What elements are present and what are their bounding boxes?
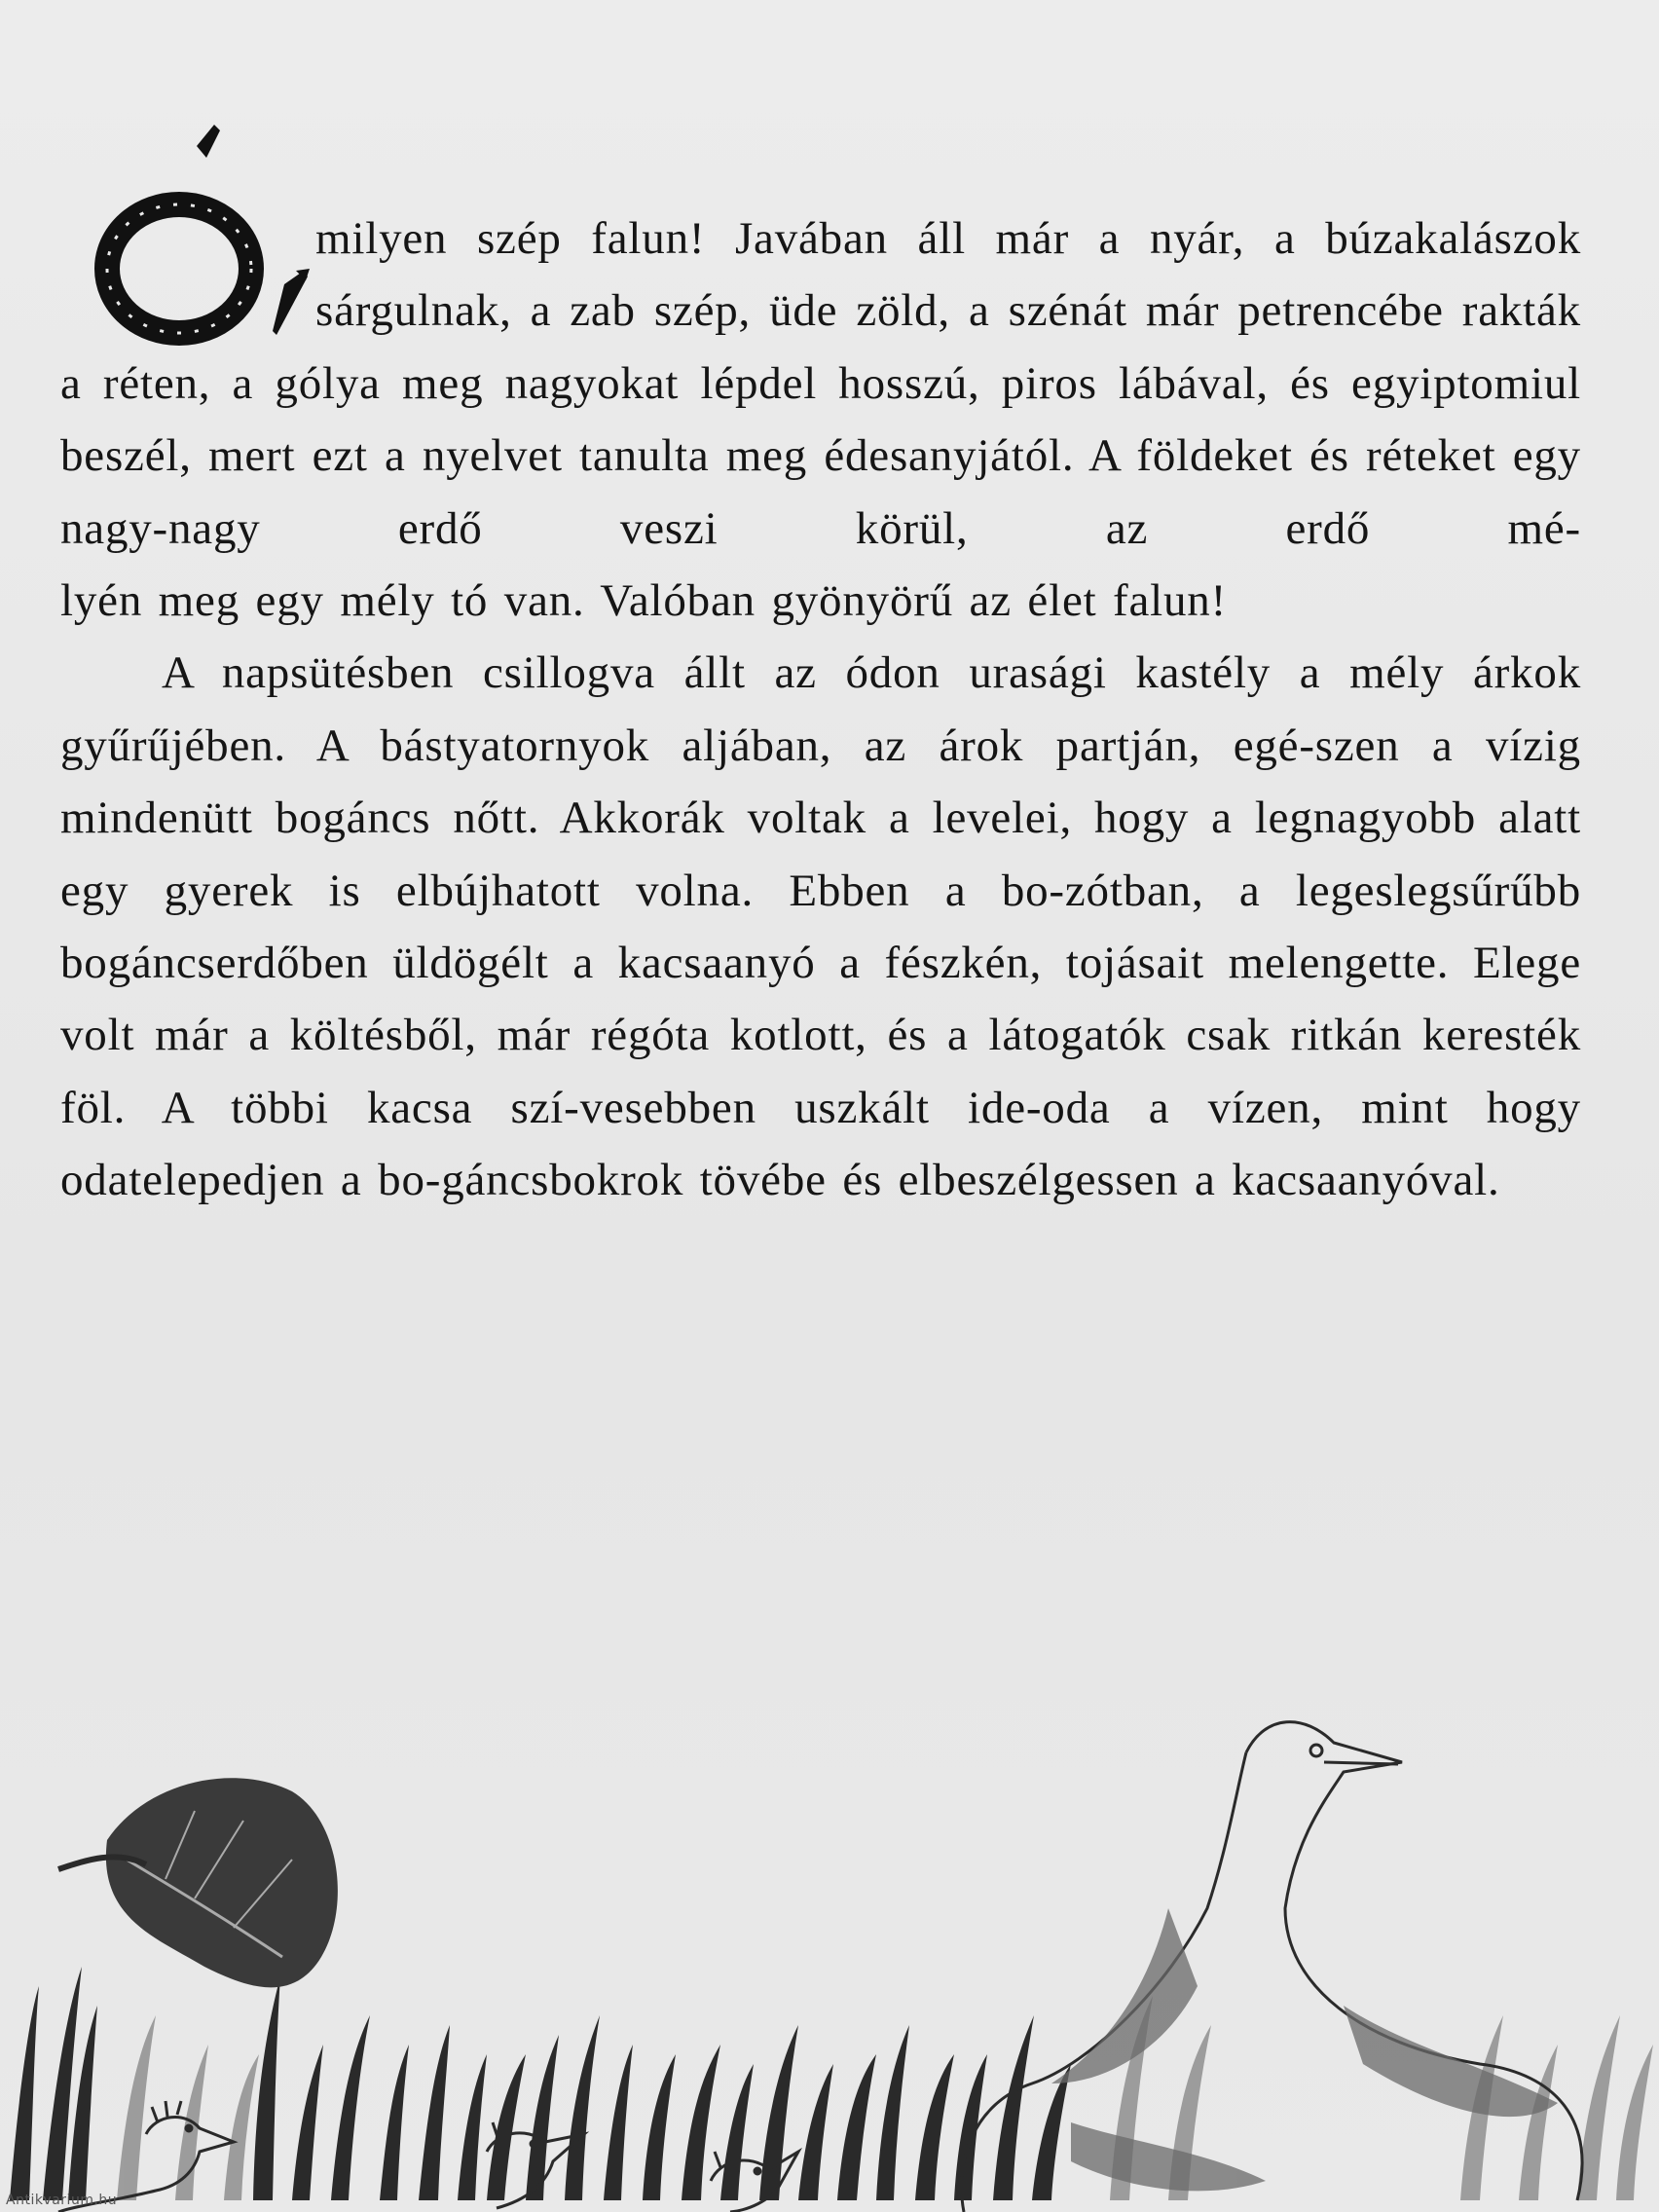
dropcap-o-acute	[51, 125, 315, 347]
grass-left	[10, 1967, 1071, 2200]
burdock-leaf	[58, 1778, 338, 1987]
paragraph-2: A napsütésben csillogva állt az ódon urasági kastély a mély árkok gyűrűjében. A bástyatornyok aljában, az árok partján, egé-szen a vízig mindenütt bogáncs nőtt. Akkorák voltak a levelei, hogy a legnagyobb alatt egy gyerek is elbújhatott volna. Ebben a bo-zótban, a legeslegsűrűbb bogáncserdőben üldögélt a kacsaanyó a fészkén, tojásait melengette. Elege volt már a költésből, már régóta kotlott, és a látogatók csak ritkán keresték föl. A többi kacsa szí-vesebben uszkált ide-oda a vízen, mint hogy odatelepedjen a bo-gáncsbokrok tövébe és elbeszélgessen a kacsaanyóval.	[60, 647, 1581, 1206]
watermark: Antikvarium.hu	[6, 2193, 118, 2208]
story-text	[60, 203, 1581, 1217]
goose-and-ducklings-illustration	[0, 1694, 1659, 2212]
paragraph-1-last-line: lyén meg egy mély tó van. Valóban gyönyörű az élet falun!	[60, 575, 1228, 627]
paragraph-1	[60, 203, 1581, 637]
paragraph-1-lead: milyen szép falun! Javában áll már a nyár, a búzakalászok sárgulnak, a zab szép, üde zöld, a szénát már petrencébe rakták a réten, a gólya meg nagyokat lépdel hosszú, piros lábával, és egyiptomiul beszél, mert ezt a nyelvet tanulta meg édesanyjától. A földeket és réteket egy nagy-nagy erdő veszi körül, az erdő mé-	[60, 213, 1581, 554]
